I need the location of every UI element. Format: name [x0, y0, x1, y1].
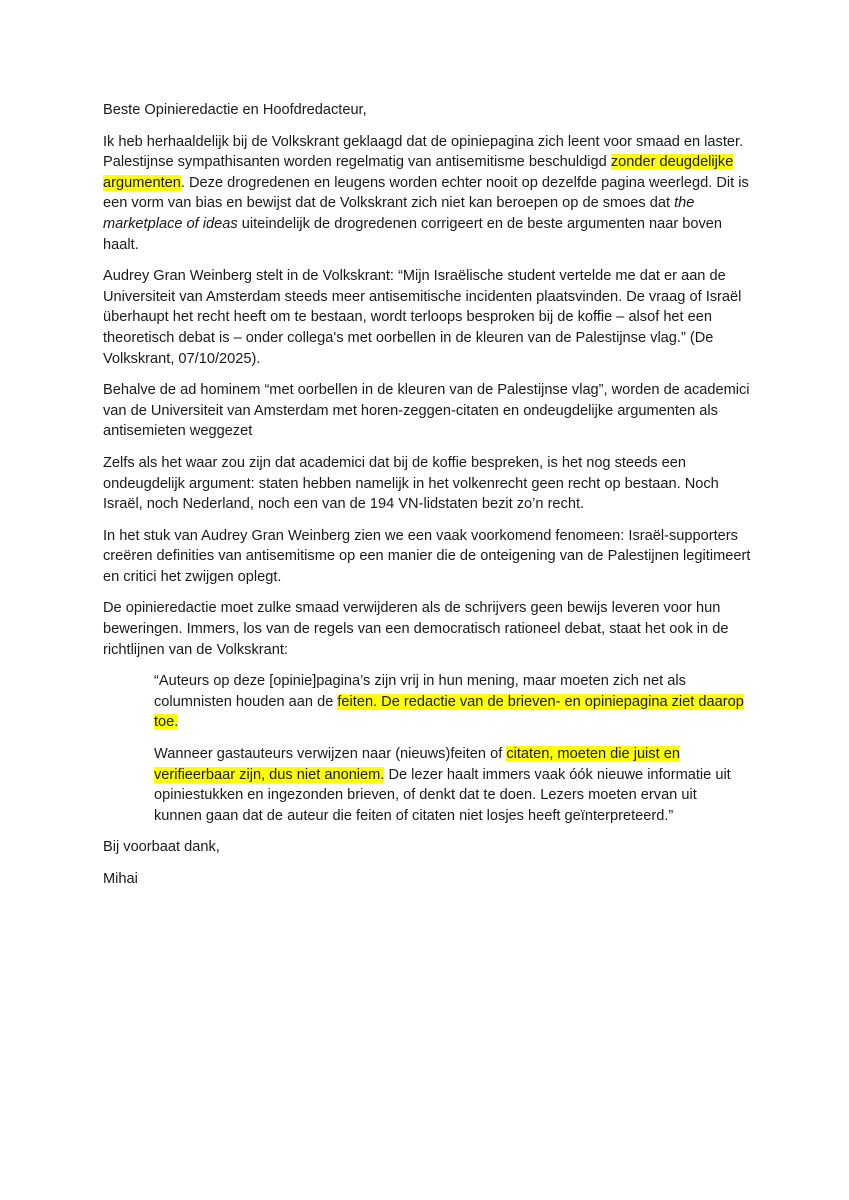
highlighted-text: feiten. De redactie van de brieven- en opiniepagina ziet daarop toe. [154, 693, 744, 731]
closing-line: Bij voorbaat dank, [103, 839, 220, 856]
paragraph-argument: Zelfs als het waar zou zijn dat academici dat bij de koffie bespreken, is het nog steeds een ondeugdelijk argument: staten hebben namelijk in het volkenrecht geen recht op bestaan. Noch Israël, noch Nederland, noch een van de 194 VN-lidstaten bezit zo’n recht. [103, 454, 719, 513]
quote-text: De lezer haalt immers vaak óók nieuwe informatie uit opiniestukken en ingezonden brieven, of denkt dat te doen. Lezers moeten ervan uit kunnen gaan dat de auteur die feiten of citaten niet losjes heeft geïnterpreteerd.” [154, 766, 731, 824]
paragraph-text: Ik heb herhaaldelijk bij de Volkskrant geklaagd dat de opiniepagina zich leent voor smaad en laster. Palestijnse sympathisanten worden regelmatig van antisemitisme beschuldigd [103, 133, 744, 171]
salutation: Beste Opinieredactie en Hoofdredacteur, [103, 102, 367, 118]
italic-phrase: the marketplace of ideas [103, 195, 695, 232]
signature: Mihai [103, 871, 138, 887]
quote-paragraph-1 [154, 671, 744, 733]
guidelines-blockquote [154, 671, 744, 826]
paragraph-text: . Deze drogredenen en leugens worden echter nooit op dezelfde pagina weerlegd. Dit is een vorm van bias en bewijst dat de Volkskrant zich niet kan beroepen op de smoes dat [103, 174, 749, 212]
paragraph-demand: De opinieredactie moet zulke smaad verwijderen als de schrijvers geen bewijs leveren voor hun beweringen. Immers, los van de regels van een democratisch rationeel debat, staat het ook in de richtlijnen van de Volkskrant: [103, 600, 729, 658]
highlighted-text: zonder deugdelijke argumenten [103, 154, 734, 191]
paragraph-text: uiteindelijk de drogredenen corrigeert en de beste argumenten naar boven haalt. [103, 215, 723, 253]
letter-document [103, 100, 753, 901]
paragraph-ad-hominem: Behalve de ad hominem “met oorbellen in de kleuren van de Palestijnse vlag”, worden de academici van de Universiteit van Amsterdam met horen-zeggen-citaten en ondeugdelijke argumenten als antisemieten weggezet [103, 382, 750, 440]
quote-text: Wanneer gastauteurs verwijzen naar (nieuws)feiten of [154, 746, 507, 763]
quote-paragraph-2 [154, 744, 744, 826]
highlighted-text: citaten, moeten die juist en verifieerbaar zijn, dus niet anoniem. [154, 746, 680, 783]
paragraph-complaint [103, 132, 753, 256]
quote-text: “Auteurs op deze [opinie]pagina’s zijn vrij in hun mening, maar moeten zich net als columnisten houden aan de [154, 673, 686, 710]
paragraph-quote-weinberg: Audrey Gran Weinberg stelt in de Volkskrant: “Mijn Israëlische student vertelde me dat er aan de Universiteit van Amsterdam steeds meer antisemitische incidenten plaatsvinden. De vraag of Israël überhaupt het recht heeft om te bestaan, wordt terloops besproken bij de koffie – alsof het een theoretisch debat is – onder collega's met oorbellen in de kleuren van de Palestijnse vlag.” (De Volkskrant, 07/10/2025). [103, 268, 742, 367]
paragraph-phenomenon: In het stuk van Audrey Gran Weinberg zien we een vaak voorkomend fenomeen: Israël-supporters creëren definities van antisemitisme op een manier die de onteigening van de Palestijnen legitimeert en critici het zwijgen oplegt. [103, 527, 751, 585]
